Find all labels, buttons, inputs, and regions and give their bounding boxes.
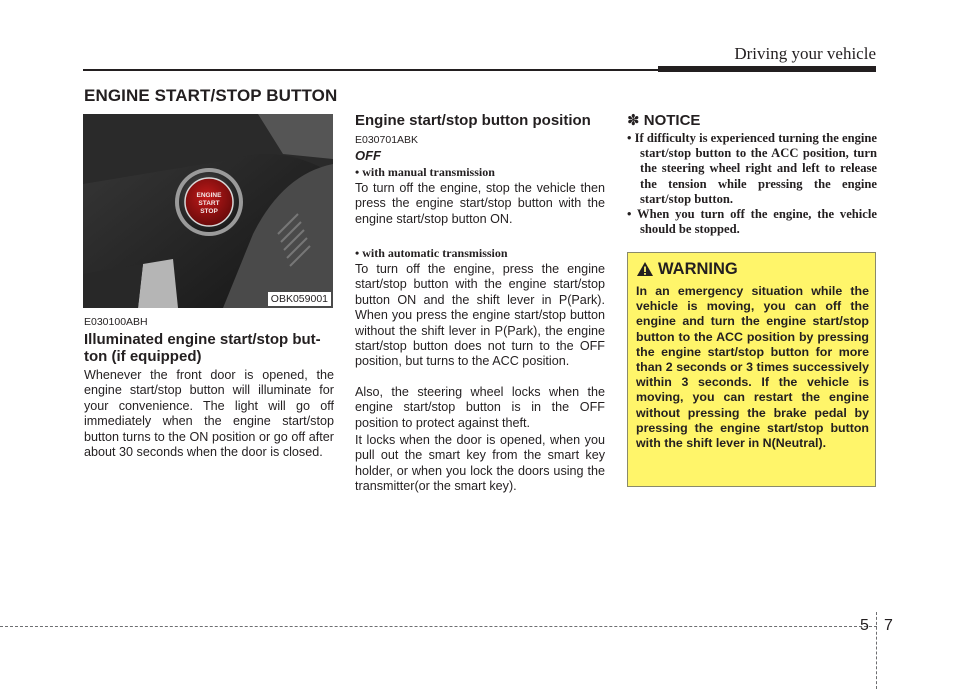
running-head: Driving your vehicle <box>734 44 876 63</box>
button-label-start: START <box>198 200 220 207</box>
button-label-engine: ENGINE <box>196 192 222 199</box>
warning-title: WARNING <box>658 260 738 278</box>
illuminated-heading <box>84 331 334 365</box>
photo-code: OBK059001 <box>268 292 331 306</box>
page-number: 7 <box>884 617 893 634</box>
warning-triangle-icon <box>636 261 654 282</box>
position-heading: Engine start/stop button position <box>355 112 591 129</box>
warning-text: In an emergency situation while the vehicle is moving, you can off the engine and turn the engine start/stop button to the ACC position by pressing the engine start/stop button for more than 2 seconds or 3 times successively within 3 seconds. If the vehicle is moving, you can restart the engine without pressing the brake pedal by pressing the engine start/stop button with the shift lever in N(Neutral). <box>636 284 869 451</box>
steering-text: Also, the steering wheel locks when the engine start/stop button is in the OFF position to protect against theft. <box>355 385 605 430</box>
section-code: E030100ABH <box>84 316 148 328</box>
notice-item: • If difficulty is experienced turning the engine start/stop button to the ACC position, turn the steering wheel right and left to release the tension while pressing the engine start/stop button. <box>627 131 877 206</box>
chapter-number: 5 <box>860 617 869 634</box>
warning-box <box>627 252 876 487</box>
manual-label: • with manual transmission <box>355 165 495 179</box>
illuminated-paragraph: Whenever the front door is opened, the engine start/stop button will illuminate for your convenience. The light will go off immediately when the engine start/stop button turns to the ON position or go off after about 30 seconds when the door is closed. <box>84 368 334 460</box>
heading-line-1: Illuminated engine start/stop but- <box>84 331 321 348</box>
notice-item: • When you turn off the engine, the vehicle should be stopped. <box>627 207 877 237</box>
section-title: ENGINE START/STOP BUTTON <box>84 86 338 105</box>
button-label-stop: STOP <box>200 208 218 215</box>
heading-line-2: ton (if equipped) <box>84 348 202 365</box>
notice-list <box>627 131 877 237</box>
door-text: It locks when the door is opened, when you pull out the smart key from the smart key holder, or when you lock the doors using the transmitter(or the smart key). <box>355 433 605 494</box>
engine-button-photo <box>83 114 333 308</box>
manual-text: To turn off the engine, stop the vehicle then press the engine start/stop button with the engine start/stop button ON. <box>355 181 605 226</box>
auto-label: • with automatic transmission <box>355 246 508 260</box>
header-rule <box>83 69 658 71</box>
header-rule-thick <box>658 66 876 72</box>
footer-divider <box>876 612 877 689</box>
notice-title: ✽ NOTICE <box>627 112 701 129</box>
auto-text: To turn off the engine, press the engine start/stop button with the engine start/stop button ON and the shift lever in P(Park). When you press the engine start/stop button without the shift lever in P(Park), the engine start/stop button does not turn to the OFF position, but turns to the ACC position. <box>355 262 605 369</box>
position-code: E030701ABK <box>355 134 419 146</box>
footer-rule <box>0 626 877 627</box>
dashboard-illustration <box>83 114 333 308</box>
off-label: OFF <box>355 148 381 163</box>
